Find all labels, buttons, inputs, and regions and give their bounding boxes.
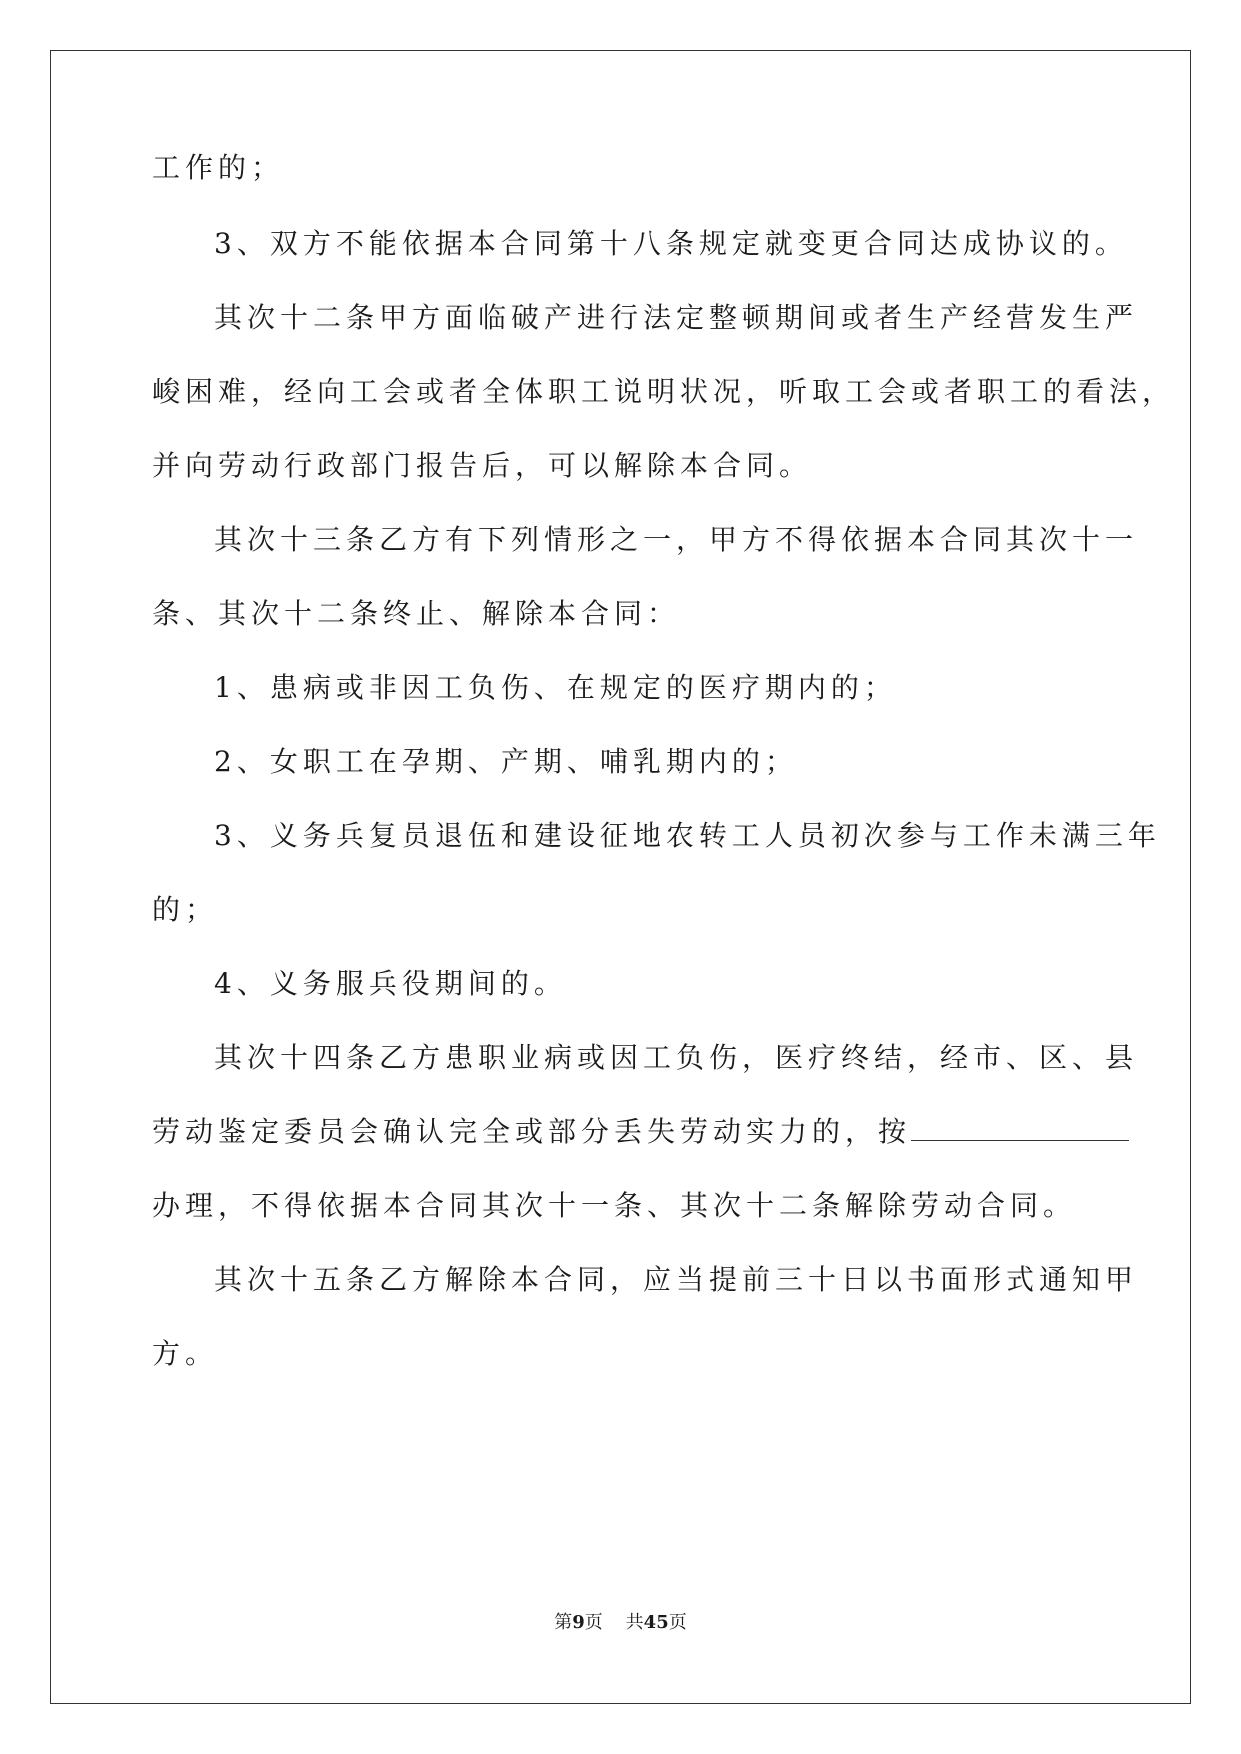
page-footer	[0, 1611, 1241, 1635]
total-pages: 45	[643, 1612, 669, 1633]
text-line: 工作的；	[152, 151, 285, 184]
text-line: 其次十四条乙方患职业病或因工负伤，医疗终结，经市、区、县	[214, 1041, 1139, 1074]
text-line: 4、义务服兵役期间的。	[214, 967, 567, 1000]
text-line: 其次十二条甲方面临破产进行法定整顿期间或者生产经营发生严	[214, 301, 1139, 334]
text-line: 条、其次十二条终止、解除本合同：	[152, 597, 681, 630]
total-suffix: 页	[668, 1612, 687, 1633]
text-line: 2、女职工在孕期、产期、哺乳期内的；	[214, 745, 798, 778]
text-line: 3、义务兵复员退伍和建设征地农转工人员初次参与工作未满三年	[214, 819, 1161, 852]
text-line-with-blank	[152, 1112, 1129, 1152]
page-prefix: 第	[554, 1612, 573, 1633]
page-number: 9	[572, 1612, 585, 1633]
text-line: 的；	[152, 893, 219, 926]
total-prefix: 共	[625, 1612, 644, 1633]
text-line: 1、患病或非因工负伤、在规定的医疗期内的；	[214, 671, 897, 704]
text-line: 方。	[152, 1337, 219, 1370]
page-suffix: 页	[584, 1612, 603, 1633]
text-line: 办理，不得依据本合同其次十一条、其次十二条解除劳动合同。	[152, 1189, 1077, 1222]
fill-in-blank	[911, 1112, 1129, 1141]
text-line: 并向劳动行政部门报告后，可以解除本合同。	[152, 449, 813, 482]
text-line: 其次十三条乙方有下列情形之一，甲方不得依据本合同其次十一	[214, 523, 1139, 556]
text-line: 峻困难，经向工会或者全体职工说明状况，听取工会或者职工的看法，	[152, 375, 1176, 408]
text-line: 3、双方不能依据本合同第十八条规定就变更合同达成协议的。	[214, 227, 1128, 260]
text-line: 劳动鉴定委员会确认完全或部分丢失劳动实力的，按	[152, 1115, 912, 1148]
text-line: 其次十五条乙方解除本合同，应当提前三十日以书面形式通知甲	[214, 1263, 1139, 1296]
